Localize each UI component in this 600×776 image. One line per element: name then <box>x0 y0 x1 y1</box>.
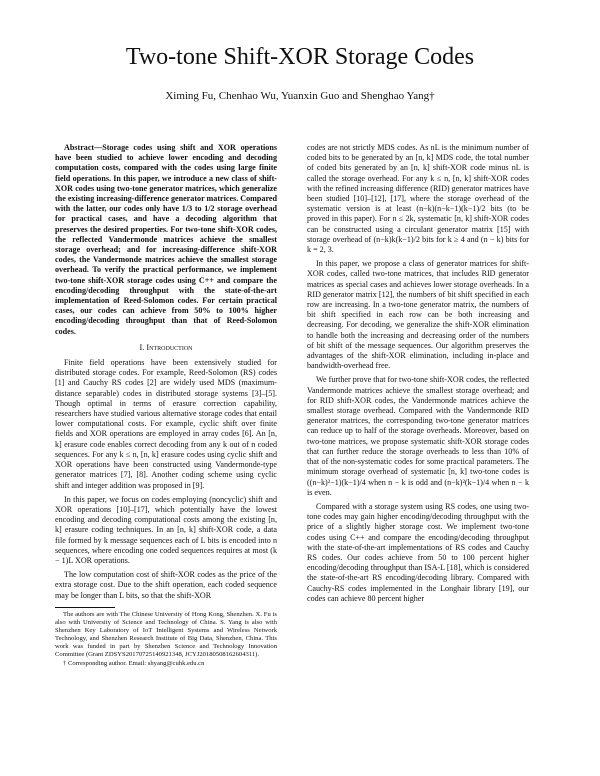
author-list: Ximing Fu, Chenhao Wu, Yuanxin Guo and Shenghao Yang† <box>165 90 435 102</box>
paragraph: Finite field operations have been extensively studied for distributed storage codes. For example, Reed-Solomon (RS) codes [1] and Cauchy RS codes [2] are widely used MDS (maximum-distance separable) codes in distributed storage systems [3]–[5]. Though optimal in terms of erasure correction capability, researchers have studied various alternative storage codes that entail lower computational costs. For example, cyclic shift over finite fields and XOR operations are employed in array codes [6]. An [n, k] erasure code enables correct decoding from any k out of n coded sequences. For any k ≤ n, [n, k] erasure codes using cyclic shift and XOR operations have been constructed using Vandermonde-type generator matrices [7], [8]. Another coding scheme using cyclic shift and integer addition was proposed in [9]. <box>55 358 277 490</box>
footnote-affiliation: The authors are with The Chinese University of Hong Kong, Shenzhen. X. Fu is also with University of Science and Technology of China. S. Yang is also with Shenzhen Key Laboratory of IoT Intelligent Systems and Wireless Network Technology, and Shenzhen Research Institute of Big Data, Shenzhen, China. This work was funded in part by Shenzhen Science and Technology Innovation Committee (Grant ZDSYS20170725140921348, JCYJ20180508162604311). <box>55 610 277 658</box>
left-column <box>55 143 277 668</box>
paragraph: We further prove that for two-tone shift-XOR codes, the reflected Vandermonde matrices achieve the smallest storage overhead; and for RID shift-XOR codes, the Vandermonde matrices achieve the smallest storage overhead. Compared with the Vandermonde RID generator matrices, the corresponding two-tone generator matrices can reduce up to half of the storage overheads. Moreover, based on two-tone matrices, we propose systematic shift-XOR storage codes that can further reduce the storage overheads to less than 10% of that of the non-systematic codes for some practical parameters. The minimum storage overhead of systematic [n, k] two-tone codes is ((n−k)²−1)(k−1)/4 when n − k is odd and (n−k)²(k−1)/4 when n − k is even. <box>307 375 529 497</box>
paragraph: Compared with a storage system using RS codes, one using two-tone codes may gain higher encoding/decoding throughput with the price of a slightly higher storage cost. We implement two-tone codes using C++ and compare the encoding/decoding throughput with the state-of-the-art implementations of RS codes and Cauchy RS codes. Our codes achieve from 50 to 100 percent higher encoding/decoding throughput than ISA-L [18], which is considered the state-of-the-art RS encoding/decoding library. Compared with Cauchy-RS codes implemented in the Longhair library [19], our codes can achieve 80 percent higher <box>307 501 529 603</box>
paragraph: The low computation cost of shift-XOR codes as the price of the extra storage cost. Due to the shift operation, each coded sequence may be longer than L bits, so that the shift-XOR <box>55 570 277 600</box>
abstract: Abstract—Storage codes using shift and XOR operations have been studied to achieve lower encoding and decoding computation costs, compared with the codes using large finite field operations. In this paper, we introduce a new class of shift-XOR codes using two-tone generator matrices, which generalize the existing increasing-difference generator matrices. Compared with the latter, our codes only have 1/3 to 1/2 storage overhead for practical cases, and have a decoding algorithm that preserves the desired properties. For two-tone shift-XOR codes, the reflected Vandermonde matrices achieve the smallest storage overhead; and for increasing-difference shift-XOR codes, the Vandermonde matrices achieve the smallest storage overhead. To verify the practical performance, we implement two-tone shift-XOR storage codes using C++ and compare the encoding/decoding throughput with the state-of-the-art implementation of Reed-Solomon codes. For certain practical cases, our codes can achieve from 50% to 100% higher encoding/decoding throughput than that of Reed-Solomon codes. <box>55 143 277 336</box>
paragraph: In this paper, we focus on codes employing (noncyclic) shift and XOR operations [10]–[17], which potentially have the lowest encoding and decoding computational costs among the existing [n, k] erasure coding techniques. In an [n, k] shift-XOR code, a data file formed by k message sequences each of L bits is encoded into n sequences, where encoding one coded sequences requires at most (k − 1)L XOR operations. <box>55 494 277 565</box>
right-column <box>307 143 529 608</box>
footnote-rule <box>55 607 115 608</box>
section-heading-introduction: I. Introduction <box>139 342 193 352</box>
footnote-corresponding: † Corresponding author. Email: shyang@cuhk.edu.cn <box>63 659 205 667</box>
paragraph: In this paper, we propose a class of generator matrices for shift-XOR codes, called two-tone matrices, that includes RID generator matrices as special cases and achieves lower storage overheads. In a RID generator matrix [12], the numbers of bit shift specified in each row are increasing. In a two-tone generator matrix, the numbers of bit shift specified in each row can be both increasing and decreasing. For decoding, we generalize the shift-XOR elimination to handle both the increasing and decreasing order of the numbers of bit shift of the message sequences. Our algorithm preserves the advantages of the shift-XOR elimination, including in-place and bandwidth-overhead free. <box>307 259 529 371</box>
paragraph: codes are not strictly MDS codes. As nL is the minimum number of coded bits to be generated by an [n, k] MDS code, the total number of coded bits generated by an [n, k] shift-XOR code minus nL is called the storage overhead. For any k ≤ n, [n, k] shift-XOR codes with the refined increasing difference (RID) generator matrices have been studied [10]–[12], [17], where the storage overhead of the systematic version is at least (n−k)(n−k−1)(k−1)/2 bits (to be proved in this paper). For n ≤ 2k, systematic [n, k] shift-XOR codes can be constructed using a circulant generator matrix [15] with storage overhead of (n−k)k(k−1)/2 bits for k ≥ 4 and (n − k) bits for k = 2, 3. <box>307 143 529 255</box>
paper-title: Two-tone Shift-XOR Storage Codes <box>125 44 475 70</box>
